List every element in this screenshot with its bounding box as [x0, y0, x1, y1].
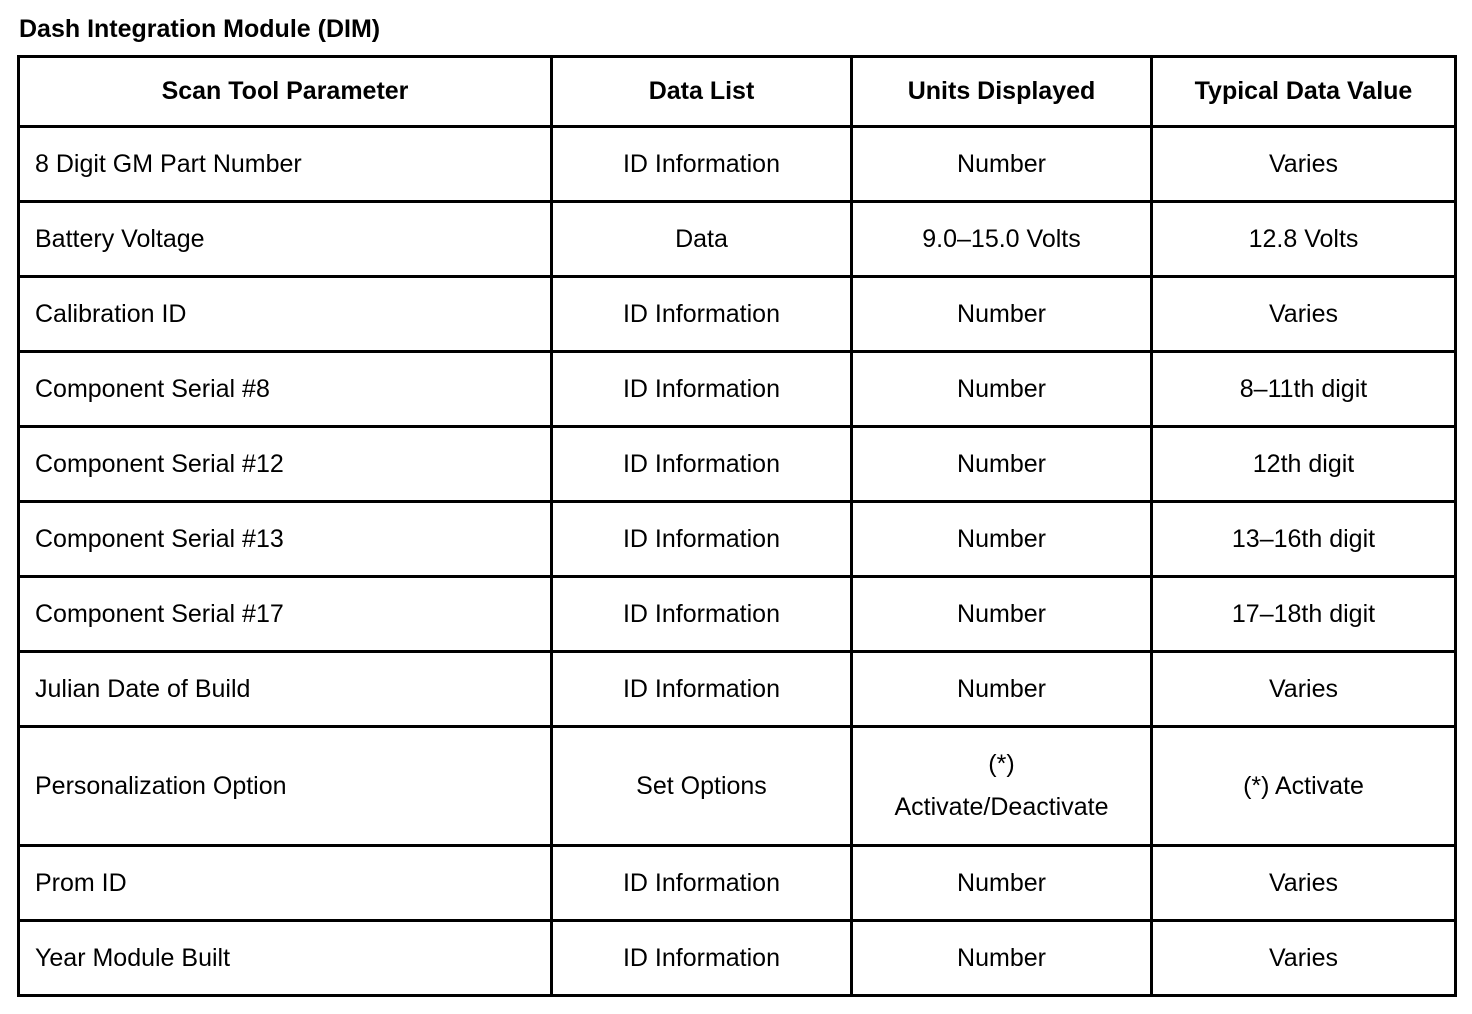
cell-parameter: Julian Date of Build [19, 652, 552, 727]
cell-data-list: Set Options [552, 727, 852, 846]
cell-units: 9.0–15.0 Volts [852, 202, 1152, 277]
cell-data-list: ID Information [552, 652, 852, 727]
cell-parameter: Prom ID [19, 846, 552, 921]
table-row [19, 577, 1456, 652]
cell-typical-value: 13–16th digit [1152, 502, 1456, 577]
cell-data-list: ID Information [552, 502, 852, 577]
cell-units: Number [852, 127, 1152, 202]
cell-typical-value: 8–11th digit [1152, 352, 1456, 427]
cell-typical-value: Varies [1152, 921, 1456, 996]
table-row [19, 652, 1456, 727]
cell-units: Number [852, 921, 1152, 996]
cell-parameter: Component Serial #8 [19, 352, 552, 427]
cell-units: Number [852, 352, 1152, 427]
table-row [19, 427, 1456, 502]
cell-typical-value: 17–18th digit [1152, 577, 1456, 652]
cell-data-list: ID Information [552, 127, 852, 202]
table-header-row [19, 57, 1456, 127]
cell-parameter: Calibration ID [19, 277, 552, 352]
cell-parameter: Component Serial #17 [19, 577, 552, 652]
cell-parameter: Personalization Option [19, 727, 552, 846]
cell-units: (*) Activate/Deactivate [852, 727, 1152, 846]
cell-typical-value: 12.8 Volts [1152, 202, 1456, 277]
cell-data-list: ID Information [552, 577, 852, 652]
cell-parameter: Battery Voltage [19, 202, 552, 277]
header-scan-tool-parameter: Scan Tool Parameter [19, 57, 552, 127]
cell-parameter: 8 Digit GM Part Number [19, 127, 552, 202]
header-units-displayed: Units Displayed [852, 57, 1152, 127]
table-row [19, 277, 1456, 352]
scan-tool-data-table [17, 55, 1457, 997]
cell-typical-value: Varies [1152, 652, 1456, 727]
cell-data-list: Data [552, 202, 852, 277]
cell-data-list: ID Information [552, 427, 852, 502]
cell-units: Number [852, 577, 1152, 652]
cell-data-list: ID Information [552, 846, 852, 921]
cell-units: Number [852, 502, 1152, 577]
header-data-list: Data List [552, 57, 852, 127]
cell-typical-value: (*) Activate [1152, 727, 1456, 846]
table-row [19, 127, 1456, 202]
cell-units: Number [852, 846, 1152, 921]
table-row [19, 502, 1456, 577]
table-row [19, 846, 1456, 921]
cell-parameter: Component Serial #12 [19, 427, 552, 502]
cell-units: Number [852, 652, 1152, 727]
cell-units: Number [852, 427, 1152, 502]
cell-typical-value: Varies [1152, 846, 1456, 921]
table-row [19, 727, 1456, 846]
cell-units: Number [852, 277, 1152, 352]
cell-parameter: Component Serial #13 [19, 502, 552, 577]
cell-typical-value: Varies [1152, 277, 1456, 352]
cell-data-list: ID Information [552, 921, 852, 996]
document-title: Dash Integration Module (DIM) [19, 15, 381, 43]
cell-data-list: ID Information [552, 277, 852, 352]
table-row [19, 921, 1456, 996]
table-row [19, 352, 1456, 427]
header-typical-data-value: Typical Data Value [1152, 57, 1456, 127]
table-row [19, 202, 1456, 277]
cell-parameter: Year Module Built [19, 921, 552, 996]
cell-typical-value: 12th digit [1152, 427, 1456, 502]
cell-data-list: ID Information [552, 352, 852, 427]
cell-typical-value: Varies [1152, 127, 1456, 202]
